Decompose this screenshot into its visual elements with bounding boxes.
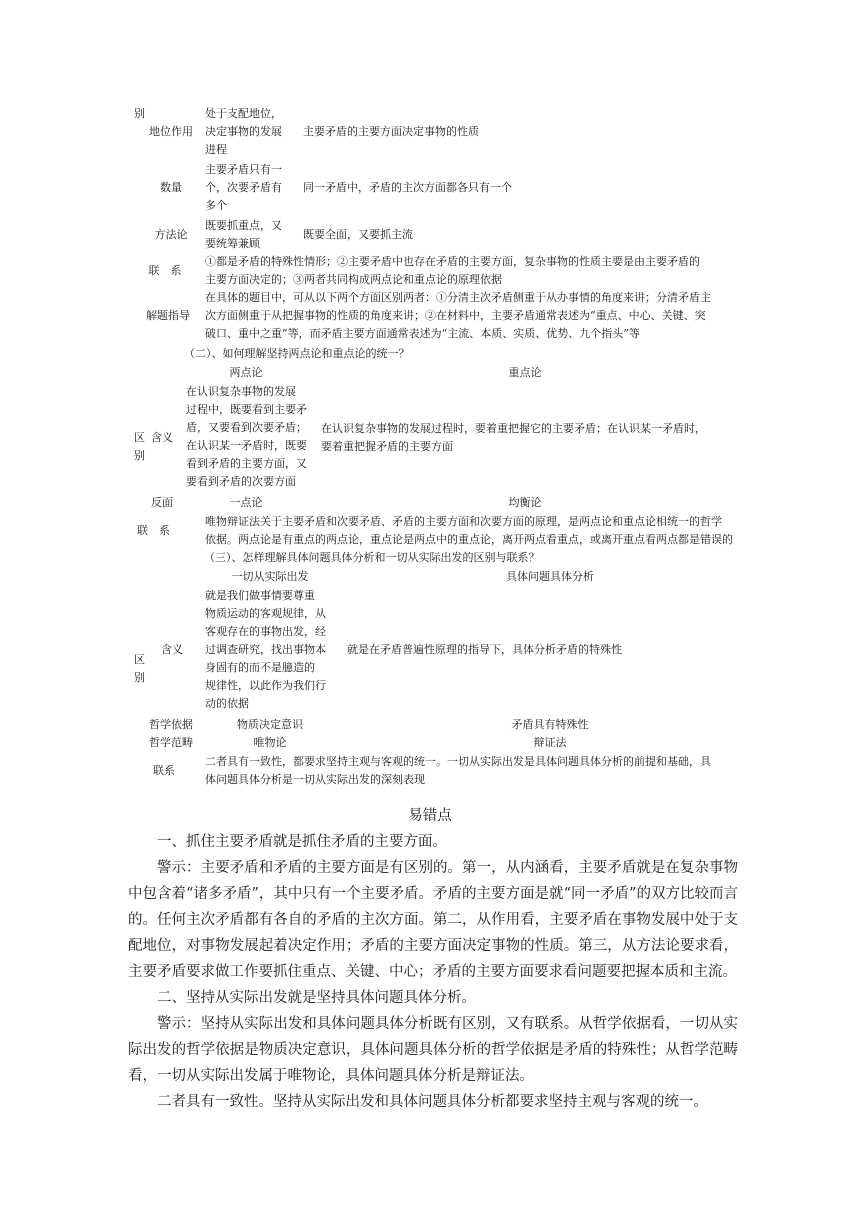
row-label-relation: 联 系 xyxy=(148,264,182,277)
definition-right-line: 在认识复杂事物的发展过程时，要着重把握它的主要矛盾；在认识某一矛盾时， xyxy=(321,422,706,435)
row-header-bie: 别 xyxy=(134,107,145,120)
section-heading: （二）、如何理解坚持两点论和重点论的统一？ xyxy=(184,347,410,360)
position-right: 主要矛盾的主要方面决定事物的性质 xyxy=(303,125,479,138)
method-mid-line: 要统筹兼顾 xyxy=(205,237,260,250)
basis-right: 矛盾具有特殊性 xyxy=(511,718,589,731)
mistake-item: 一、抓住主要矛盾就是抓住矛盾的主要方面。 xyxy=(157,834,447,850)
definition-left-line: 过程中，既要看到主要矛 xyxy=(186,403,307,416)
definition-left-line: 在认识复杂事物的发展 xyxy=(186,385,296,398)
quantity-mid-line: 主要矛盾只有一 xyxy=(205,163,282,176)
row-label-category: 哲学范畴 xyxy=(149,736,193,749)
position-mid-line: 决定事物的发展 xyxy=(205,125,282,138)
opposite-left: 一点论 xyxy=(229,496,263,509)
definition-left-line: 看到矛盾的主要方面，又 xyxy=(186,457,307,470)
column-header: 两点论 xyxy=(229,366,263,379)
row-label-definition: 含义 xyxy=(151,431,173,444)
definition-left-line: 盾，又要看到次要矛盾； xyxy=(186,421,307,434)
definition-left-line: 客观存在的事物出发，经 xyxy=(205,625,326,638)
category-left: 唯物论 xyxy=(253,736,287,749)
relation-line: 唯物辩证法关于主要矛盾和次要矛盾、矛盾的主要方面和次要方面的原理，是两点论和重点论相统一的哲学 xyxy=(205,515,722,528)
column-header: 具体问题具体分析 xyxy=(506,570,594,583)
relation-line: ①都是矛盾的特殊性情形；②主要矛盾中也存在矛盾的主要方面，复杂事物的性质主要是由主要矛盾的 xyxy=(205,255,700,268)
row-label-method: 方法论 xyxy=(154,228,188,241)
category-right: 辩证法 xyxy=(533,736,567,749)
method-right: 既要全面，又要抓主流 xyxy=(303,228,413,241)
relation-line: 依据。两点论是有重点的两点论，重点论是两点中的重点论，离开两点看重点，或离开重点看两点都是错误的 xyxy=(205,533,733,546)
row-header-qu: 区 xyxy=(134,653,145,666)
quantity-mid-line: 个，次要矛盾有 xyxy=(205,181,282,194)
row-label-guide: 解题指导 xyxy=(146,309,190,322)
guide-line: 在具体的题目中，可从以下两个方面区别两者：①分清主次矛盾侧重于从办事情的角度来讲；分清矛盾主 xyxy=(205,291,711,304)
quantity-mid-line: 多个 xyxy=(205,199,227,212)
mistake-item: 二、坚持从实际出发就是坚持具体问题具体分析。 xyxy=(157,990,476,1006)
row-label-quantity: 数量 xyxy=(160,181,182,194)
position-mid-line: 处于支配地位， xyxy=(205,107,282,120)
row-label-definition: 含义 xyxy=(161,643,183,656)
definition-left-line: 动的依据 xyxy=(205,697,249,710)
relation-line: 二者具有一致性，都要求坚持主观与客观的统一。一切从实际出发是具体问题具体分析的前提和基础，具 xyxy=(205,755,711,768)
definition-left-line: 规律性，以此作为我们行 xyxy=(205,679,326,692)
row-header-bie: 别 xyxy=(134,449,145,462)
method-mid-line: 既要抓重点，又 xyxy=(205,219,282,232)
definition-right: 就是在矛盾普遍性原理的指导下，具体分析矛盾的特殊性 xyxy=(347,643,622,656)
row-label-opposite: 反面 xyxy=(151,496,173,509)
section-heading: （三）、怎样理解具体问题具体分析和一切从实际出发的区别与联系？ xyxy=(204,551,540,564)
row-label-relation: 联 系 xyxy=(137,524,170,537)
mistake-warning: 警示：坚持从实际出发和具体问题具体分析既有区别，又有联系。从哲学依据看，一切从实际出发的哲学依据是物质决定意识，具体问题具体分析的哲学依据是矛盾的特殊性；从哲学范畴看，一切从实际出发属于唯物论，具体问题具体分析是辩证法。 xyxy=(128,1016,738,1084)
mistake-warning: 警示：主要矛盾和矛盾的主要方面是有区别的。第一，从内涵看，主要矛盾就是在复杂事物中包含着“诸多矛盾”，其中只有一个主要矛盾。矛盾的主要方面是就“同一矛盾”的双方比较而言的。任何主次矛盾都有各自的矛盾的主次方面。第二，从作用看，主要矛盾在事物发展中处于支配地位，对事物发展起着决定作用；矛盾的主要方面决定事物的性质。第三，从方法论要求看，主要矛盾要求做工作要抓住重点、关键、中心；矛盾的主要方面要求看问题要把握本质和主流。 xyxy=(128,860,738,980)
relation-line: 体问题具体分析是一切从实际出发的深刻表现 xyxy=(205,773,425,786)
definition-right-line: 要着重把握矛盾的主要方面 xyxy=(321,440,453,453)
row-label-position: 地位作用 xyxy=(149,125,193,138)
opposite-right: 均衡论 xyxy=(508,496,542,509)
definition-left-line: 身固有的而不是臆造的 xyxy=(205,661,315,674)
position-mid-line: 进程 xyxy=(205,143,227,156)
definition-left-line: 过调查研究，找出事物本 xyxy=(205,643,326,656)
mistake-conclusion: 二者具有一致性。坚持从实际出发和具体问题具体分析都要求坚持主观与客观的统一。 xyxy=(157,1094,708,1110)
relation-line: 主要方面决定的；③两者共同构成两点论和重点论的原理依据 xyxy=(205,273,502,286)
row-header-bie: 别 xyxy=(134,671,145,684)
definition-left-line: 就是我们做事情要尊重 xyxy=(205,589,315,602)
section-title: 易错点 xyxy=(408,808,452,824)
guide-line: 破口、重中之重”等，而矛盾主要方面通常表述为“主流、本质、实质、优势、九个指头”等 xyxy=(205,327,640,340)
definition-left-line: 在认识某一矛盾时，既要 xyxy=(186,439,307,452)
row-header-qu: 区 xyxy=(134,431,145,444)
quantity-right: 同一矛盾中，矛盾的主次方面都各只有一个 xyxy=(303,181,512,194)
column-header: 重点论 xyxy=(508,366,542,379)
definition-left-line: 物质运动的客观规律，从 xyxy=(205,607,326,620)
basis-left: 物质决定意识 xyxy=(237,718,303,731)
column-header: 一切从实际出发 xyxy=(231,570,309,583)
row-label-relation: 联系 xyxy=(153,764,175,777)
guide-line: 次方面侧重于从把握事物的性质的角度来讲；②在材料中，主要矛盾通常表述为“重点、中心、关键、突 xyxy=(205,309,706,322)
row-label-basis: 哲学依据 xyxy=(149,718,193,731)
definition-left-line: 要看到矛盾的次要方面 xyxy=(186,475,296,488)
